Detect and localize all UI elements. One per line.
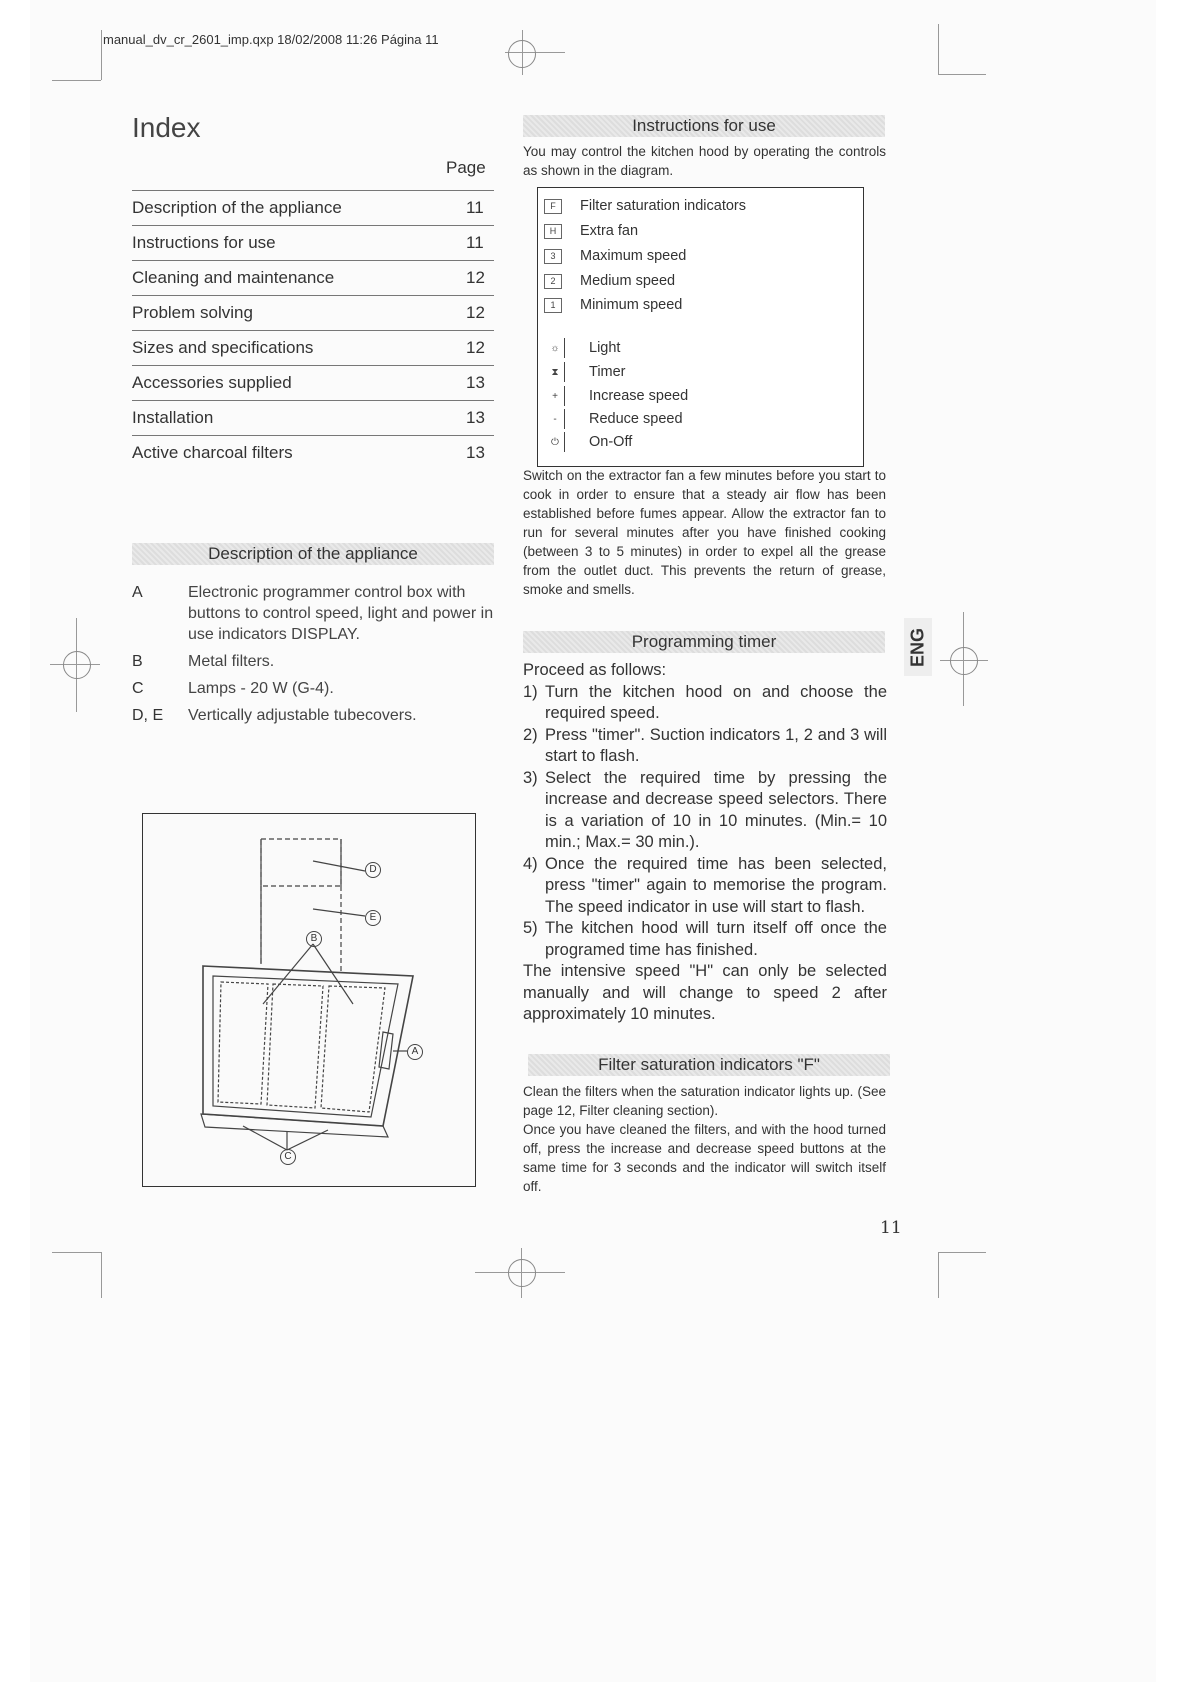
min-speed-icon: 1	[544, 298, 562, 313]
legend-label: Extra fan	[580, 223, 639, 239]
legend-label: Increase speed	[589, 388, 689, 404]
page-column-label: Page	[446, 158, 486, 177]
index-entry-page: 12	[466, 303, 485, 322]
legend-row	[544, 297, 682, 313]
extra-fan-icon: H	[544, 224, 562, 239]
timer-step	[523, 682, 887, 725]
hood-drawing	[143, 814, 475, 1186]
index-entry-page: 11	[466, 198, 484, 217]
description-item	[132, 678, 497, 699]
step-text: Press "timer". Suction indicators 1, 2 and 3 will start to flash.	[545, 725, 887, 765]
plus-icon: +	[546, 386, 565, 406]
step-number: 2)	[523, 725, 538, 744]
item-key: D, E	[132, 707, 164, 724]
legend-label: Filter saturation indicators	[580, 198, 747, 214]
control-legend	[537, 187, 864, 467]
item-text: Electronic programmer control box with buttons to control speed, light and power in use indicators DISPLAY.	[188, 584, 494, 643]
diagram-label-c: C	[280, 1149, 296, 1165]
index-row[interactable]	[132, 365, 494, 400]
index-entry-label: Active charcoal filters	[132, 443, 293, 462]
timer-step	[523, 725, 887, 768]
diagram-label-e: E	[365, 910, 381, 926]
crop-mark	[101, 30, 102, 80]
step-number: 3)	[523, 768, 538, 787]
timer-step	[523, 854, 887, 919]
item-key: A	[132, 584, 143, 601]
step-text: Once the required time has been selected, press "timer" again to memorise the program. The speed indicator in use will start to flash.	[545, 854, 887, 916]
legend-row	[544, 198, 746, 214]
timer-intro: Proceed as follows:	[523, 661, 667, 679]
item-text: Lamps - 20 W (G-4).	[188, 680, 334, 697]
index-entry-label: Description of the appliance	[132, 198, 342, 217]
index-entry-label: Problem solving	[132, 303, 253, 322]
language-tab	[904, 618, 932, 676]
legend-row	[544, 248, 686, 264]
index-entry-label: Instructions for use	[132, 233, 276, 252]
index-entry-page: 13	[466, 408, 485, 427]
crop-mark	[101, 1252, 102, 1298]
legend-label: On-Off	[589, 434, 633, 450]
legend-label: Minimum speed	[580, 297, 683, 313]
description-item	[132, 651, 497, 672]
description-item	[132, 582, 497, 645]
diagram-label-a: A	[407, 1044, 423, 1060]
print-slug: manual_dv_cr_2601_imp.qxp 18/02/2008 11:26 Página 11	[103, 32, 439, 47]
index-entry-page: 11	[466, 233, 484, 252]
legend-row	[546, 338, 620, 358]
legend-row	[546, 432, 632, 452]
crop-mark	[938, 1252, 986, 1253]
legend-row	[546, 386, 688, 406]
registration-mark	[508, 1259, 536, 1287]
medium-speed-icon: 2	[544, 274, 562, 289]
item-key: B	[132, 653, 143, 670]
light-icon: ☼	[546, 338, 565, 358]
timer-step	[523, 768, 887, 854]
legend-row	[546, 362, 626, 382]
step-number: 1)	[523, 682, 538, 701]
index-row[interactable]	[132, 400, 494, 435]
legend-label: Timer	[589, 364, 626, 380]
filter-text-1: Clean the filters when the saturation indicator lights up. (See page 12, Filter cleaning section).	[523, 1084, 886, 1118]
legend-row	[544, 273, 675, 289]
crop-mark	[938, 24, 939, 74]
description-list	[132, 582, 497, 732]
crop-mark	[938, 1252, 939, 1298]
instructions-body: Switch on the extractor fan a few minutes before you start to cook in order to ensure that a steady air flow has been established before fumes appear. Allow the extractor fan to run for several minutes after you have finished cooking (between 3 to 5 minutes) in order to expel all the grease from the outlet duct. This prevents the return of grease, smoke and smells.	[523, 468, 886, 597]
description-item	[132, 705, 497, 726]
legend-row	[546, 409, 683, 429]
item-text: Metal filters.	[188, 653, 275, 670]
diagram-label-b: B	[306, 931, 322, 947]
registration-mark	[950, 647, 978, 675]
legend-label: Reduce speed	[589, 411, 683, 427]
power-icon: ⏻	[546, 432, 565, 452]
index-entry-page: 12	[466, 338, 485, 357]
index-entry-label: Cleaning and maintenance	[132, 268, 335, 287]
step-number: 5)	[523, 919, 538, 937]
timer-icon: ⧗	[546, 362, 565, 382]
timer-section	[523, 660, 887, 1026]
index-title: Index	[132, 112, 201, 143]
legend-label: Light	[589, 340, 621, 356]
index-row[interactable]	[132, 435, 494, 470]
item-text: Vertically adjustable tubecovers.	[188, 707, 417, 724]
language-tab-label: ENG	[907, 628, 928, 668]
crop-mark	[938, 74, 986, 75]
step-text: Select the required time by pressing the increase and decrease speed selectors. There is a variation of 10 in 10 minutes. (Min.= 10 min.; Max.= 30 min.).	[545, 768, 887, 851]
legend-row	[544, 223, 638, 239]
hood-diagram	[142, 813, 476, 1187]
registration-mark	[508, 40, 536, 68]
section-heading-timer: Programming timer	[523, 631, 885, 653]
step-text: Turn the kitchen hood on and choose the required speed.	[545, 682, 887, 722]
timer-note: The intensive speed "H" can only be selected manually and will change to speed 2 after approximately 10 minutes.	[523, 962, 887, 1023]
registration-mark	[63, 651, 91, 679]
index-table	[132, 190, 494, 470]
filter-indicator-icon: F	[544, 199, 562, 214]
section-heading-instructions: Instructions for use	[523, 115, 885, 137]
diagram-label-d: D	[365, 862, 381, 878]
index-entry-page: 13	[466, 373, 485, 392]
index-row[interactable]	[132, 260, 494, 295]
minus-icon: -	[546, 409, 565, 429]
index-entry-page: 13	[466, 443, 485, 462]
index-row[interactable]	[132, 330, 494, 365]
index-row[interactable]	[132, 225, 494, 260]
section-heading-filter: Filter saturation indicators "F"	[528, 1054, 890, 1076]
step-text: The kitchen hood will turn itself off once the programed time has finished.	[545, 919, 887, 959]
max-speed-icon: 3	[544, 249, 562, 264]
timer-step	[523, 918, 887, 961]
legend-label: Medium speed	[580, 273, 676, 289]
index-entry-label: Installation	[132, 408, 214, 427]
index-row[interactable]	[132, 190, 494, 225]
section-heading-description: Description of the appliance	[132, 543, 494, 565]
instructions-intro: You may control the kitchen hood by operating the controls as shown in the diagram.	[523, 144, 886, 178]
page-number: 11	[880, 1218, 902, 1238]
crop-mark	[52, 1252, 101, 1253]
index-entry-label: Accessories supplied	[132, 373, 292, 392]
filter-text-2: Once you have cleaned the filters, and with the hood turned off, press the increase and decrease speed buttons at the same time for 3 seconds and the indicator will switch itself off.	[523, 1122, 886, 1194]
step-number: 4)	[523, 854, 538, 873]
index-entry-label: Sizes and specifications	[132, 338, 314, 357]
crop-mark	[52, 80, 101, 81]
legend-label: Maximum speed	[580, 248, 687, 264]
index-row[interactable]	[132, 295, 494, 330]
item-key: C	[132, 680, 144, 697]
index-entry-page: 12	[466, 268, 485, 287]
